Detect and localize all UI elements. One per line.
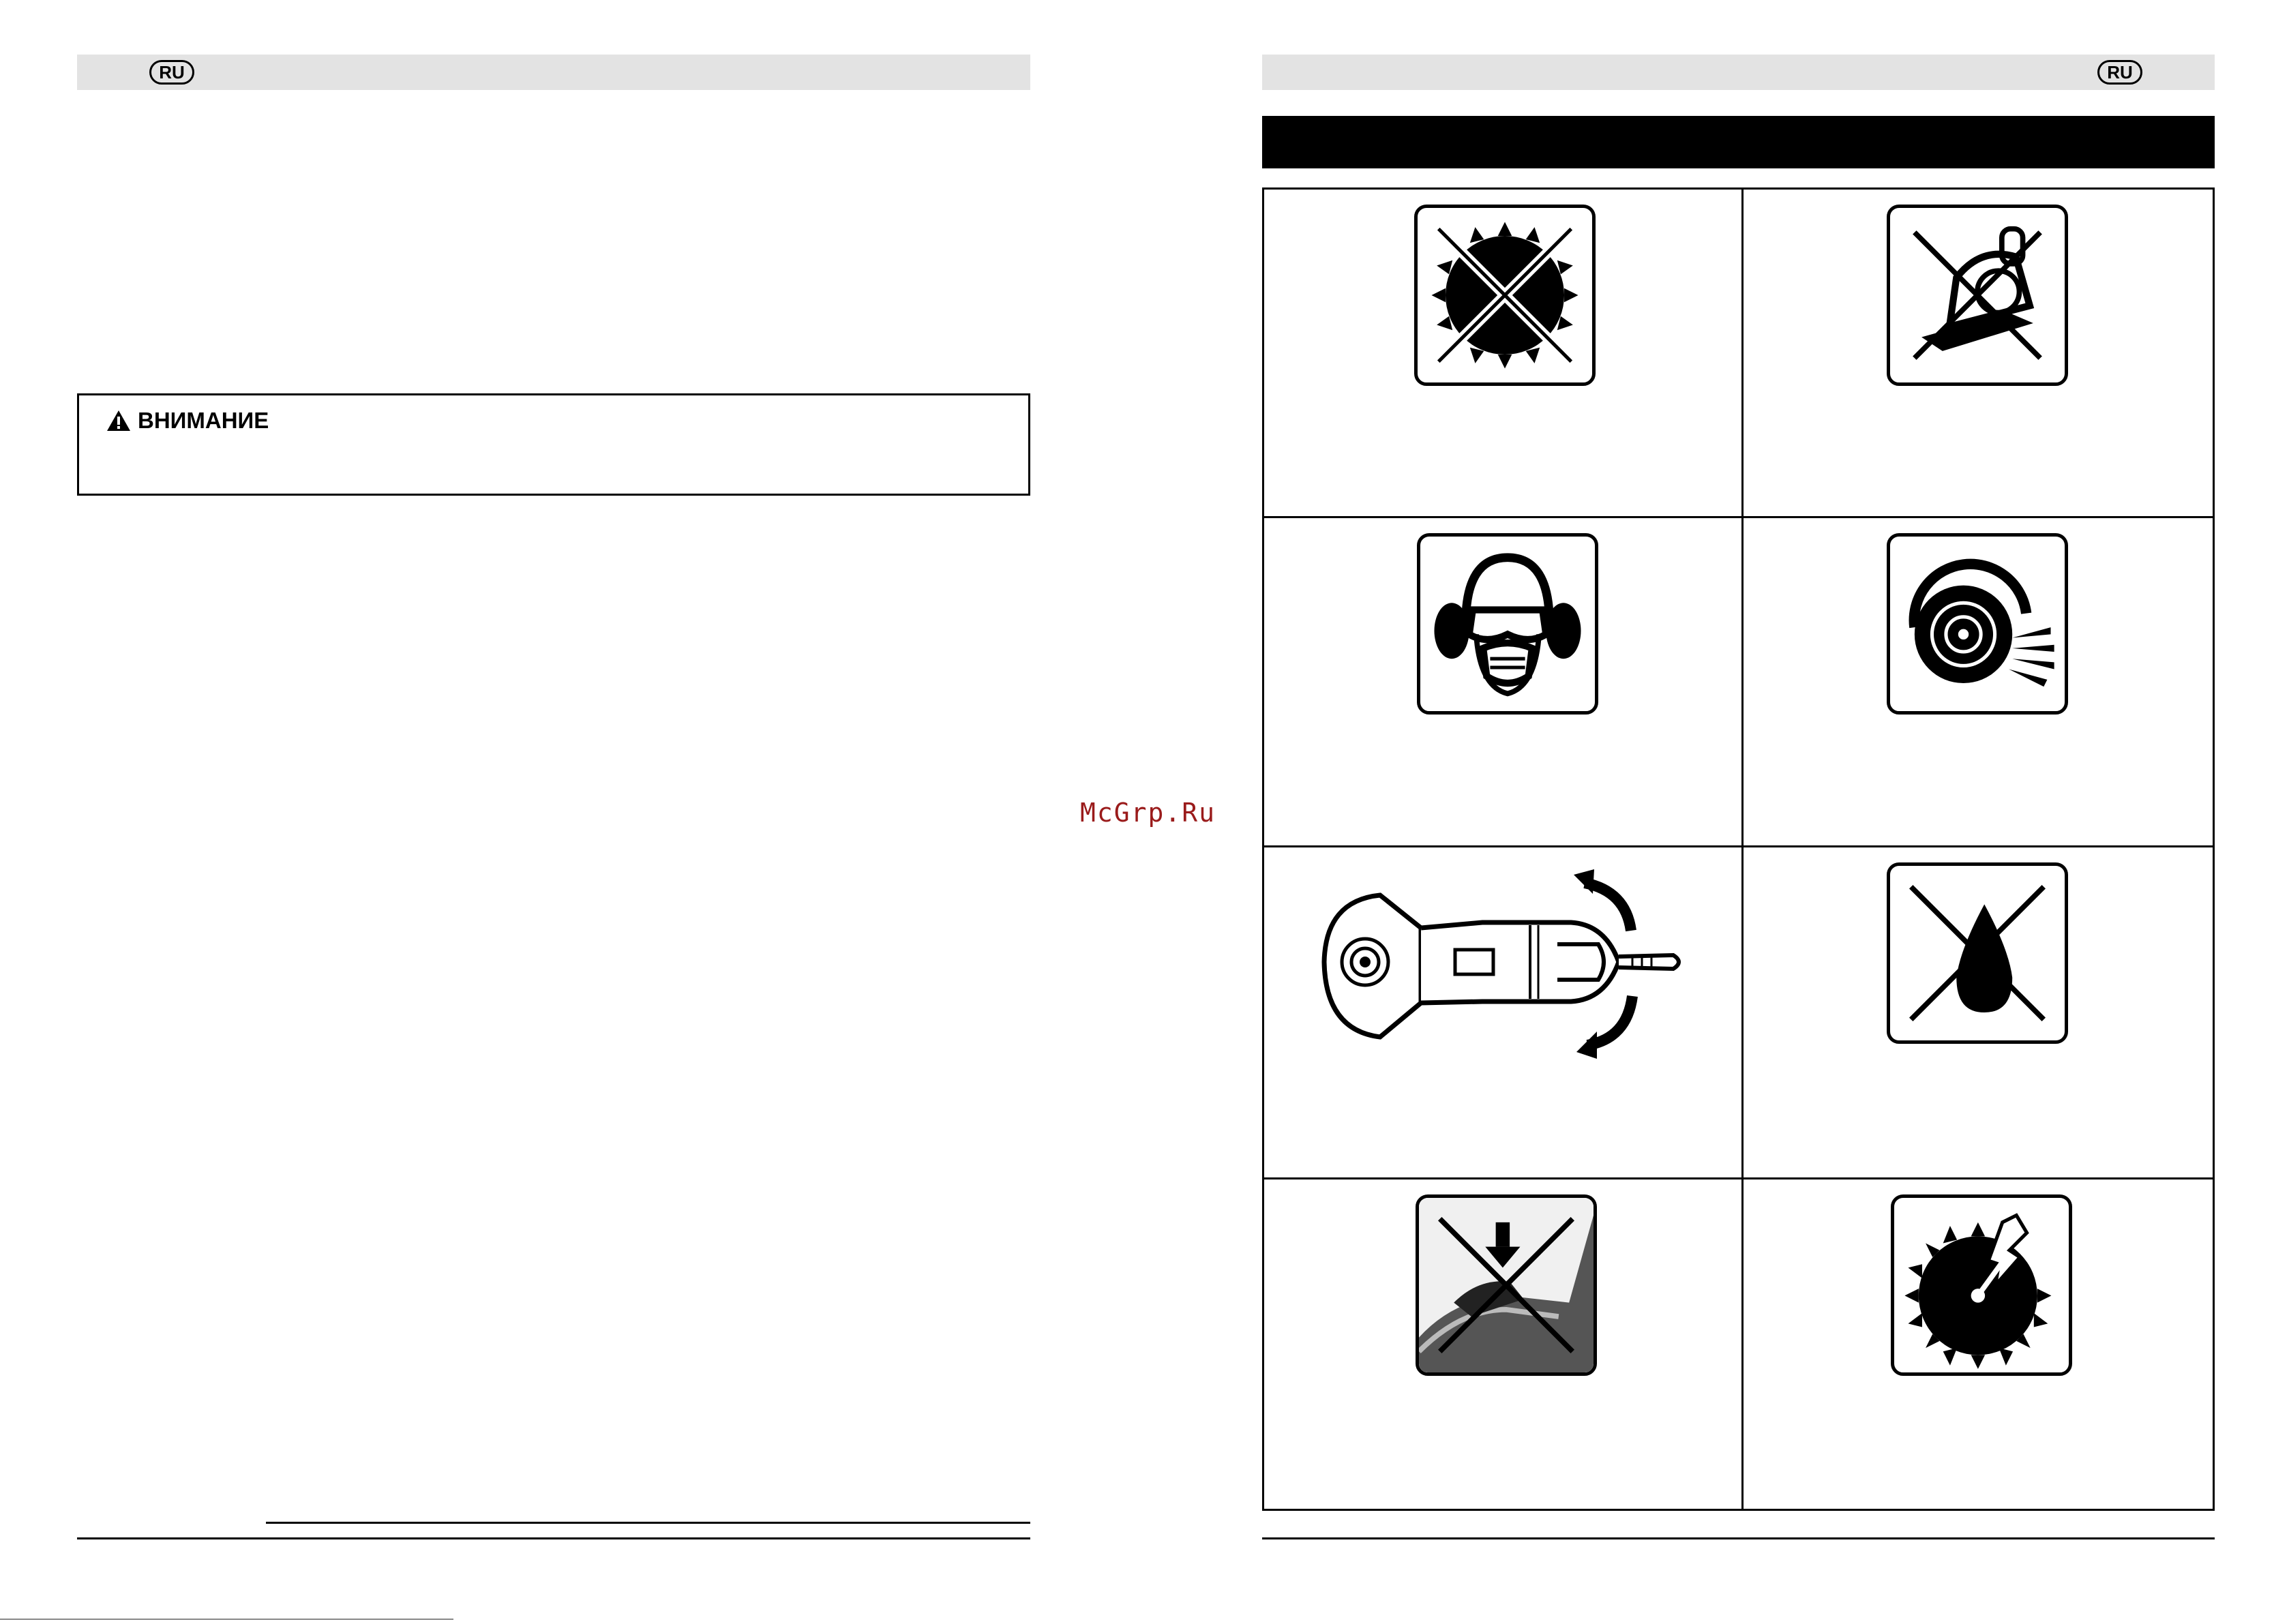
- right-header-bar: [1262, 55, 2215, 90]
- left-header-bar: [77, 55, 1030, 90]
- pictogram-cell: [1264, 518, 1744, 847]
- pictogram-cell: [1264, 190, 1744, 518]
- warning-box: [77, 393, 1030, 496]
- no-pressing-icon: [1416, 1194, 1597, 1376]
- no-circular-saw-icon: [1887, 205, 2068, 386]
- warning-title: ВНИМАНИЕ: [138, 408, 269, 433]
- warning-heading: [106, 408, 269, 434]
- no-saw-blade-icon: [1414, 205, 1596, 386]
- right-footer-rule: [1262, 1537, 2215, 1539]
- wear-protection-icon: [1417, 533, 1598, 715]
- no-liquids-icon: [1887, 862, 2068, 1044]
- pictogram-cell: [1264, 1179, 1744, 1509]
- sparks-disc-icon: [1887, 533, 2068, 715]
- left-bottom-hairline: [0, 1619, 453, 1620]
- pictogram-cell: [1744, 1179, 2213, 1509]
- watermark-text: McGrp.Ru: [1080, 798, 1216, 828]
- pictogram-cell: [1744, 847, 2213, 1179]
- pictogram-table: [1262, 187, 2215, 1511]
- section-title-band: [1262, 116, 2215, 168]
- left-footer-rule: [77, 1537, 1030, 1539]
- language-badge: RU: [149, 60, 194, 85]
- angle-grinder-rotation-icon: [1312, 860, 1707, 1064]
- language-badge: RU: [2097, 60, 2142, 85]
- pictogram-cell: [1744, 518, 2213, 847]
- warning-triangle-icon: [106, 410, 131, 432]
- cracked-blade-icon: [1891, 1194, 2072, 1376]
- pictogram-cell: [1744, 190, 2213, 518]
- pictogram-cell: [1264, 847, 1744, 1179]
- footnote-rule: [266, 1522, 1030, 1524]
